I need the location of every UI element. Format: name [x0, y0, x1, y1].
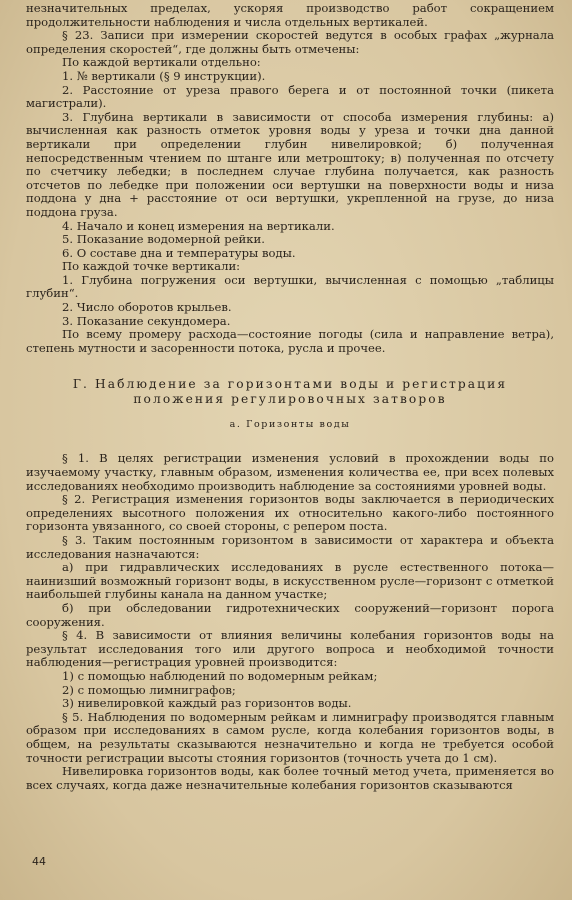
section-heading: Г. Наблюдение за горизонтами воды и регистрация положения регулировочных затворов	[72, 377, 508, 407]
paragraph: § 2. Регистрация изменения горизонтов воды заключается в периодических определениях высотного положения их относительно какого-либо постоянного горизонта увязанного, со своей стороны, с репером поста.	[26, 492, 554, 534]
list-item: 2) с помощью лимниграфов;	[62, 682, 236, 697]
subsection-heading: а. Горизонты воды	[229, 419, 351, 431]
paragraph: По каждой вертикали отдельно:	[62, 55, 261, 70]
list-item: 3. Показание секундомера.	[62, 313, 231, 328]
paragraph: § 5. Наблюдения по водомерным рейкам и лимниграфу производятся главным образом при исследованиях в самом русле, когда колебания горизонтов воды, в общем, на результаты сказываются незначительно и когда не требуется особой точности регистрации высоты стояния горизонтов (точность учета до 1 см).	[26, 709, 554, 765]
paragraph: § 4. В зависимости от влияния величины колебания горизонтов воды на результат исследования того или другого вопроса и необходимой точности наблюдения—регистрация уровней производится:	[26, 628, 554, 670]
list-item: 1. Глубина погружения оси вертушки, вычисленная с помощью „таблицы глубин“.	[26, 272, 554, 301]
list-item: 1) с помощью наблюдений по водомерным рейкам;	[62, 668, 378, 683]
list-item: 4. Начало и конец измерения на вертикали.	[62, 218, 335, 233]
list-item: 6. О составе дна и температуры воды.	[62, 245, 296, 260]
paragraph: Нивелировка горизонтов воды, как более точный метод учета, применяется во всех случаях, когда даже незначительные колебания горизонтов сказываются	[26, 764, 554, 792]
text-block-2	[26, 452, 554, 792]
paragraph: § 23. Записи при измерении скоростей ведутся в особых графах „журнала определения скоростей“, где должны быть отмечены:	[26, 28, 554, 56]
list-item: 5. Показание водомерной рейки.	[62, 232, 265, 247]
list-item: а) при гидравлических исследованиях в русле естественного потока—наинизший возможный горизонт воды, в искусственном русле—горизонт с отметкой наибольшей глубины канала на данном участке;	[26, 560, 554, 602]
paragraph: По каждой точке вертикали:	[62, 259, 241, 274]
page-number: 44	[32, 855, 46, 868]
list-item: б) при обследовании гидротехнических сооружений—горизонт порога сооружения.	[26, 600, 554, 629]
list-item: 2. Число оборотов крыльев.	[62, 300, 232, 315]
paragraph: § 1. В целях регистрации изменения условий в прохождении воды по изучаемому участку, главным образом, изменения количества ее, при всех полевых исследованиях необходимо производить наблюдение за состояниями уровней воды.	[26, 451, 554, 493]
paragraph: По всему промеру расхода—состояние погоды (сила и направление ветра), степень мутности и засоренности потока, русла и прочее.	[26, 327, 554, 355]
list-item: 3) нивелировкой каждый раз горизонтов воды.	[62, 696, 352, 711]
list-item: 3. Глубина вертикали в зависимости от способа измерения глубины: а) вычисленная как разность отметок уровня воды у уреза и точки дна данной вертикали при определении глубин нивелировкой; б) полученная непосредственным чтением по штанге или метроштоку; в) полученная по отсчету по счетчику лебедки; в последнем случае глубина получается, как разность отсчетов по лебедке при положении оси вертушки на поверхности воды и низа поддона у дна + расстояние от оси вертушки, укрепленной на грузе, до низа поддона груза.	[26, 109, 554, 219]
list-item: 2. Расстояние от уреза правого берега и от постоянной точки (пикета магистрали).	[26, 82, 554, 111]
paragraph: незначительных пределах, ускоряя производство работ сокращением продолжительности наблюдения и числа отдельных вертикалей.	[26, 1, 554, 29]
text-block-1	[26, 2, 554, 355]
list-item: 1. № вертикали (§ 9 инструкции).	[62, 68, 266, 83]
paragraph: § 3. Таким постоянным горизонтом в зависимости от характера и объекта исследования назначаются:	[26, 533, 554, 561]
